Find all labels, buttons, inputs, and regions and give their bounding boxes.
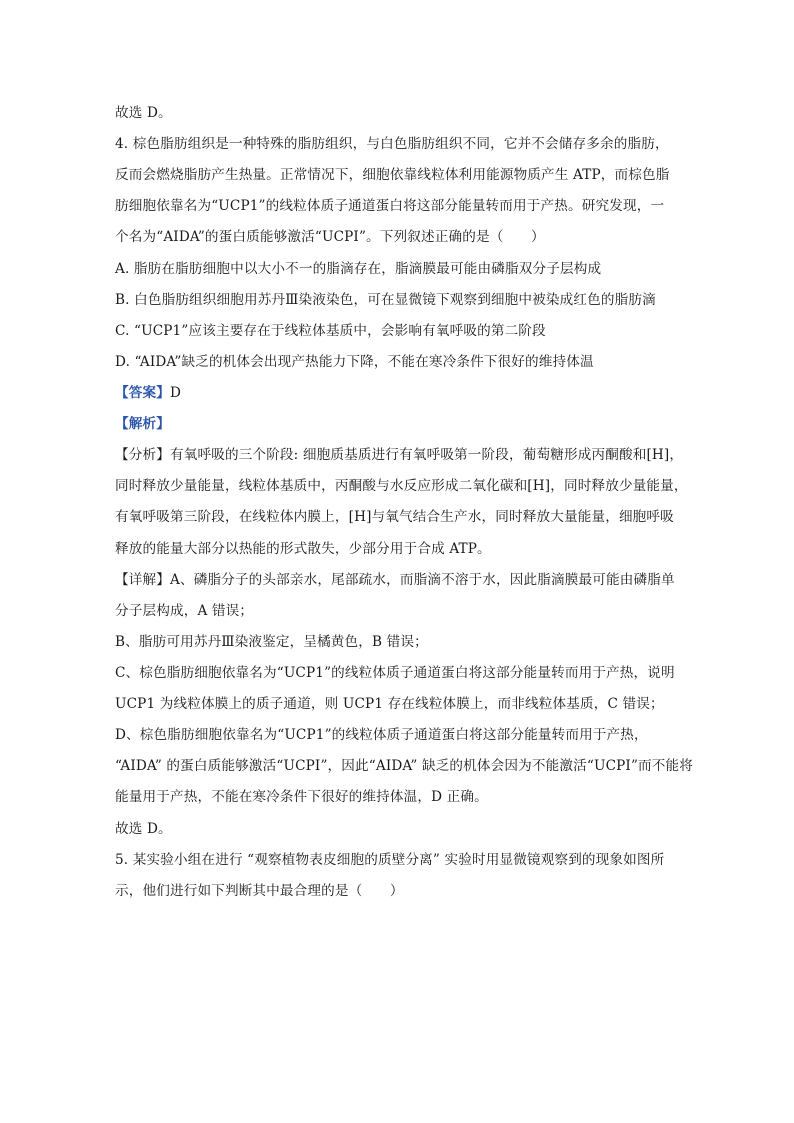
option-a: A. 脂肪在脂肪细胞中以大小不一的脂滴存在，脂滴膜最可能由磷脂双分子层构成 <box>115 261 602 277</box>
analysis-tag: 【解析】 <box>115 416 170 432</box>
answer-value: D <box>169 385 182 401</box>
detail-tag: 【详解】 <box>115 572 170 588</box>
option-c: C. “UCP1”应该主要存在于线粒体基质中，会影响有氧呼吸的第二阶段 <box>115 323 546 339</box>
question-4-line: 4. 棕色脂肪组织是一种特殊的脂肪组织，与白色脂肪组织不同，它并不会储存多余的脂肪， <box>115 136 669 152</box>
analysis-header <box>115 415 170 433</box>
text-line: 有氧呼吸第三阶段，在线粒体内膜上，[H]与氧气结合生产水，同时释放大量能量，细胞呼吸 <box>115 509 674 525</box>
text-line: 故选 D。 <box>115 105 172 121</box>
answer-line <box>115 384 181 402</box>
text-line: 同时释放少量能量，线粒体基质中，丙酮酸与水反应形成二氧化碳和[H]，同时释放少量能量， <box>115 478 688 494</box>
text-line: B、脂肪可用苏丹Ⅲ染液鉴定，呈橘黄色，B 错误； <box>115 634 428 650</box>
text-line: A、磷脂分子的头部亲水，尾部疏水，而脂滴不溶于水，因此脂滴膜最可能由磷脂单 <box>169 572 675 588</box>
detail-line <box>115 571 675 589</box>
answer-tag: 【答案】 <box>115 385 170 401</box>
fenxi-line <box>115 446 683 464</box>
option-d: D. “AIDA”缺乏的机体会出现产热能力下降，不能在寒冷条件下很好的维持体温 <box>115 354 594 370</box>
text-line: 有氧呼吸的三个阶段: 细胞质基质进行有氧呼吸第一阶段，葡萄糖形成丙酮酸和[H]， <box>169 447 684 463</box>
question-5-line: 5. 某实验小组在进行 “观察植物表皮细胞的质壁分离” 实验时用显微镜观察到的现象如图所 <box>115 852 665 868</box>
text-line: 示，他们进行如下判断其中最合理的是（ ） <box>115 883 404 899</box>
fenxi-tag: 【分析】 <box>115 447 170 463</box>
text-line: UCP1 为线粒体膜上的质子通道，则 UCP1 存在线粒体膜上，而非线粒体基质，C 错误； <box>115 696 664 712</box>
text-line: D、棕色脂肪细胞依靠名为“UCP1”的线粒体质子通道蛋白将这部分能量转而用于产热， <box>115 727 648 743</box>
text-line: C、棕色脂肪细胞依靠名为“UCP1”的线粒体质子通道蛋白将这部分能量转而用于产热，说明 <box>115 665 675 681</box>
text-line: “AIDA” 的蛋白质能够激活“UCPI”，因此“AIDA” 缺乏的机体会因为不能激活“UCPI”而不能将 <box>115 758 694 774</box>
text-line: 故选 D。 <box>115 821 172 837</box>
text-line: 释放的能量大部分以热能的形式散失，少部分用于合成 ATP。 <box>115 541 491 557</box>
text-line: 肪细胞依靠名为“UCP1”的线粒体质子通道蛋白将这部分能量转而用于产热。研究发现，一 <box>115 198 665 214</box>
option-b: B. 白色脂肪组织细胞用苏丹Ⅲ染液染色，可在显微镜下观察到细胞中被染成红色的脂肪滴 <box>115 292 656 308</box>
text-line: 反而会燃烧脂肪产生热量。正常情况下，细胞依靠线粒体利用能源物质产生 ATP，而棕色脂 <box>115 167 670 183</box>
text-line: 分子层构成，A 错误； <box>115 603 254 619</box>
text-line: 能量用于产热，不能在寒冷条件下很好的维持体温，D 正确。 <box>115 789 488 805</box>
text-line: 个名为“AIDA”的蛋白质能够激活“UCPI”。下列叙述正确的是（ ） <box>115 229 545 245</box>
